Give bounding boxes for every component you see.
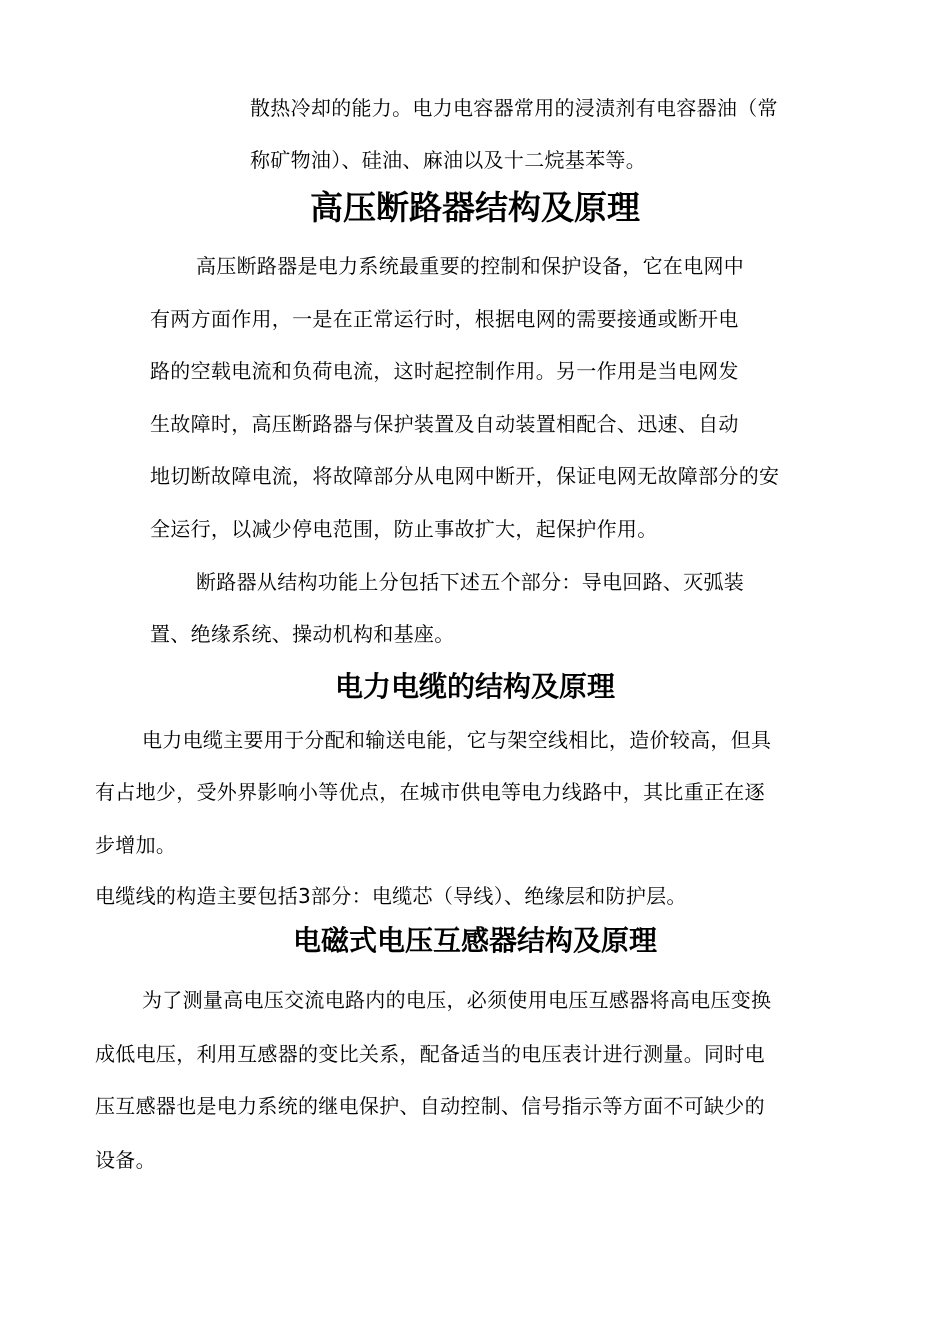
breaker-p1-line-6: 全运行，以减少停电范围，防止事故扩大，起保护作用。 [150,517,658,541]
cable-title: 电力电缆的结构及原理 [334,670,615,703]
breaker-p1-line-4: 生故障时，高压断路器与保护装置及自动装置相配合、迅速、自动 [150,412,739,436]
pt-p1-line-3: 压互感器也是电力系统的继电保护、自动控制、信号指示等方面不可缺少的 [95,1094,765,1118]
breaker-p1-line-2: 有两方面作用，一是在正常运行时，根据电网的需要接通或断开电 [150,307,739,331]
pt-p1-line-2: 成低电压，利用互感器的变比关系，配备适当的电压表计进行测量。同时电 [95,1042,765,1066]
pt-title: 电磁式电压互感器结构及原理 [292,924,657,957]
cable-p1-line-3: 步增加。 [95,833,177,857]
breaker-p1-line-1: 高压断路器是电力系统最重要的控制和保护设备，它在电网中 [196,254,745,278]
breaker-p1-line-5: 地切断故障电流，将故障部分从电网中断开，保证电网无故障部分的安 [150,464,780,488]
breaker-title: 高压断路器结构及原理 [310,188,640,227]
breaker-p1-line-3: 路的空载电流和负荷电流，这时起控制作用。另一作用是当电网发 [150,359,739,383]
cable-p2-line-1: 电缆线的构造主要包括3部分：电缆芯（导线）、绝缘层和防护层。 [95,884,687,908]
intro-line-1: 散热冷却的能力。电力电容器常用的浸渍剂有电容器油（常 [250,96,778,120]
cable-p1-line-2: 有占地少，受外界影响小等优点，在城市供电等电力线路中，其比重正在逐 [95,780,765,804]
intro-line-2: 称矿物油）、硅油、麻油以及十二烷基苯等。 [250,148,646,172]
pt-p1-line-4: 设备。 [95,1148,156,1172]
breaker-p2-line-1: 断路器从结构功能上分包括下述五个部分：导电回路、灭弧装 [196,570,745,594]
breaker-p2-line-2: 置、绝缘系统、操动机构和基座。 [150,622,455,646]
pt-p1-line-1: 为了测量高电压交流电路内的电压，必须使用电压互感器将高电压变换 [142,988,772,1012]
cable-p1-line-1: 电力电缆主要用于分配和输送电能，它与架空线相比，造价较高，但具 [142,728,772,752]
